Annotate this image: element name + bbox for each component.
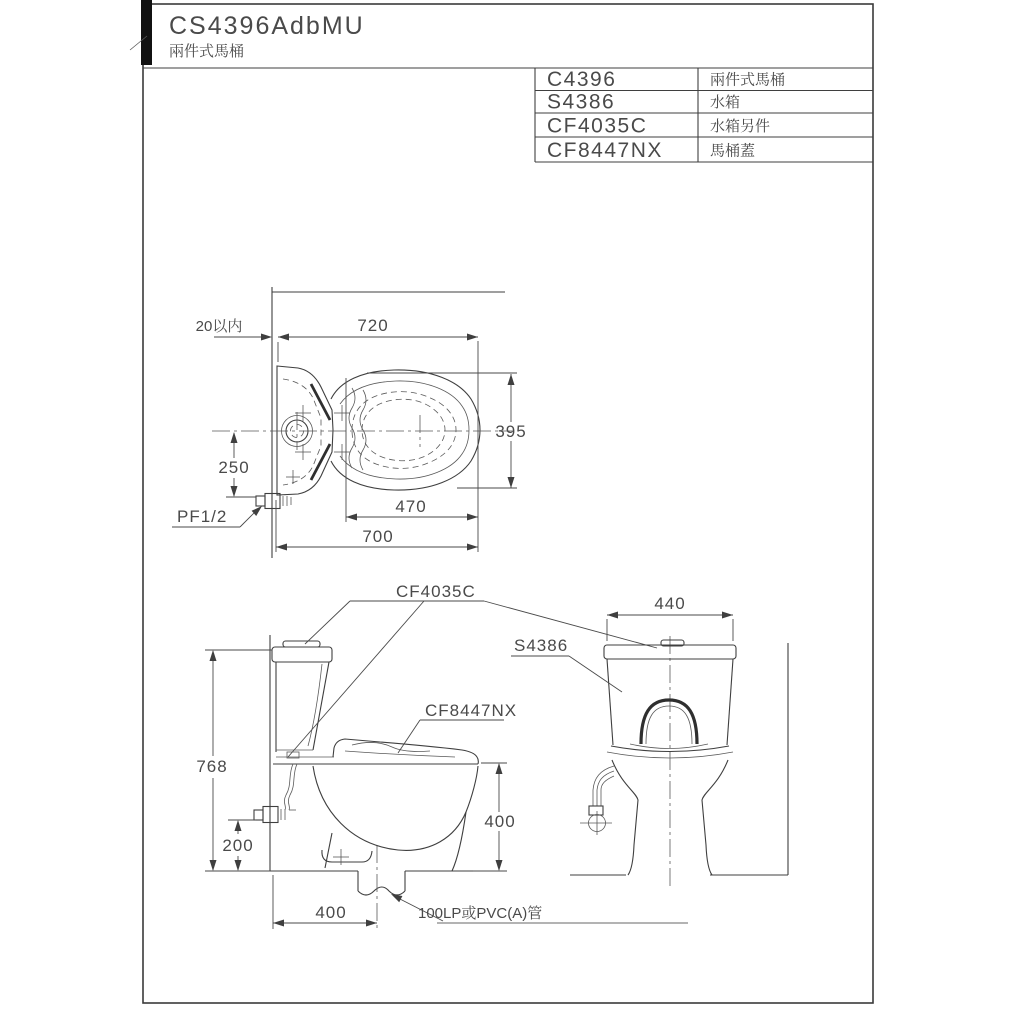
part-name-1: 水箱 (710, 94, 741, 111)
dim-inlet-250: 250 (218, 458, 250, 477)
dim-wall-gap: 20以内 (195, 318, 243, 335)
dim-depth-720: 720 (357, 316, 389, 335)
part-code-3: CF8447NX (547, 139, 663, 162)
dim-width-395: 395 (495, 422, 527, 441)
label-drain-pipe: 100LP或PVC(A)管 (418, 905, 543, 922)
part-name-0: 兩件式馬桶 (710, 71, 786, 89)
page-subtitle: 兩件式馬桶 (169, 43, 245, 60)
dim-height-768: 768 (196, 757, 228, 776)
part-name-3: 馬桶蓋 (710, 142, 756, 160)
dim-seat-470: 470 (395, 497, 427, 516)
front-view-dimensions (511, 594, 733, 692)
label-tank: S4386 (514, 636, 569, 655)
dim-inlet-200: 200 (222, 836, 254, 855)
dim-overall-700: 700 (362, 527, 394, 546)
label-seat-cover: CF8447NX (425, 701, 518, 720)
parts-table (535, 68, 873, 162)
part-code-1: S4386 (547, 90, 616, 114)
top-view-dimensions (172, 316, 527, 552)
binding-fold-mark (141, 0, 152, 65)
dim-roughin-400: 400 (315, 903, 347, 922)
dim-rim-400: 400 (484, 812, 516, 831)
dim-tank-440: 440 (654, 594, 686, 613)
label-water-inlet: PF1/2 (177, 507, 228, 526)
part-code-2: CF4035C (547, 114, 648, 138)
label-tank-fittings: CF4035C (396, 582, 476, 601)
bolt-center-markers (286, 405, 350, 484)
part-name-2: 水箱另件 (710, 118, 771, 135)
title-block (169, 12, 365, 60)
side-view-linework (254, 635, 478, 930)
water-inlet-fitting-top (256, 494, 291, 509)
part-code-0: C4396 (547, 68, 617, 91)
front-view-linework (570, 636, 788, 888)
page-title: CS4396AdbMU (169, 12, 365, 40)
